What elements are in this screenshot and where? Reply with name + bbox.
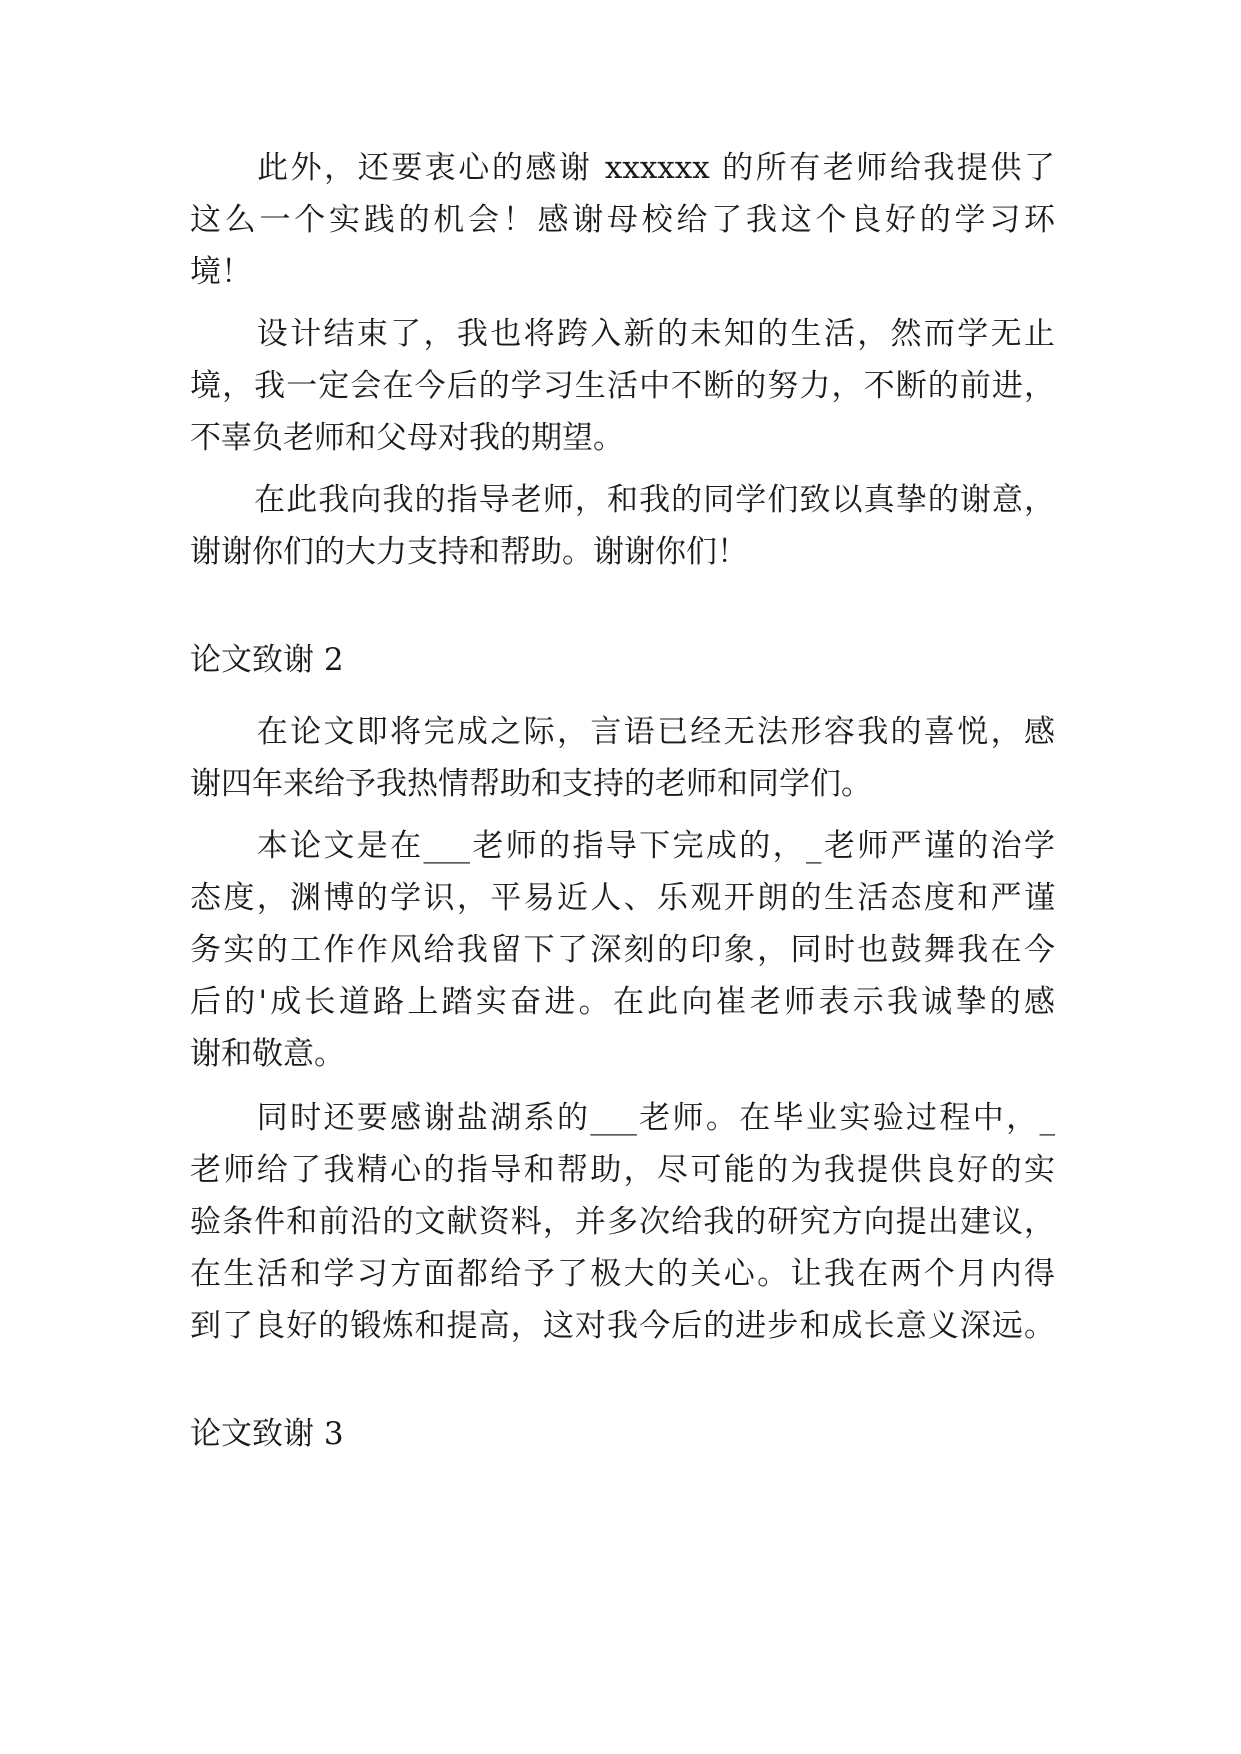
paragraph-line: 态度，渊博的学识，平易近人、乐观开朗的生活态度和严谨 [190,880,1055,916]
paragraph-line: 验条件和前沿的文献资料，并多次给我的研究方向提出建议， [190,1204,1055,1240]
paragraph-line: 在生活和学习方面都给予了极大的关心。让我在两个月内得 [190,1256,1055,1292]
section-heading: 论文致谢 2 [190,642,344,678]
paragraph-line: 境，我一定会在今后的学习生活中不断的努力，不断的前进， [190,368,1055,404]
paragraph-line: 谢谢你们的大力支持和帮助。谢谢你们！ [190,534,748,570]
paragraph-line: 后的'成长道路上踏实奋进。在此向崔老师表示我诚挚的感 [190,984,1055,1020]
paragraph-line: 谢和敬意。 [190,1036,345,1072]
paragraph-line: 这么一个实践的机会！感谢母校给了我这个良好的学习环 [190,202,1055,238]
paragraph-line: 在论文即将完成之际，言语已经无法形容我的喜悦，感 [190,714,1055,750]
section-heading: 论文致谢 3 [190,1416,344,1452]
paragraph-line: 境！ [190,254,252,290]
paragraph-line: 不辜负老师和父母对我的期望。 [190,420,624,456]
paragraph-line: 老师给了我精心的指导和帮助，尽可能的为我提供良好的实 [190,1152,1055,1188]
paragraph-line: 本论文是在___老师的指导下完成的，_老师严谨的治学 [190,828,1055,864]
paragraph-line: 到了良好的锻炼和提高，这对我今后的进步和成长意义深远。 [190,1308,1055,1344]
paragraph-line: 同时还要感谢盐湖系的___老师。在毕业实验过程中，_ [190,1100,1055,1136]
paragraph-line: 设计结束了，我也将跨入新的未知的生活，然而学无止 [190,316,1055,352]
paragraph-line: 此外，还要衷心的感谢 xxxxxx 的所有老师给我提供了 [190,150,1055,186]
paragraph-line: 务实的工作作风给我留下了深刻的印象，同时也鼓舞我在今 [190,932,1055,968]
paragraph-line: 在此我向我的指导老师，和我的同学们致以真挚的谢意， [190,482,1055,518]
paragraph-line: 谢四年来给予我热情帮助和支持的老师和同学们。 [190,766,872,802]
